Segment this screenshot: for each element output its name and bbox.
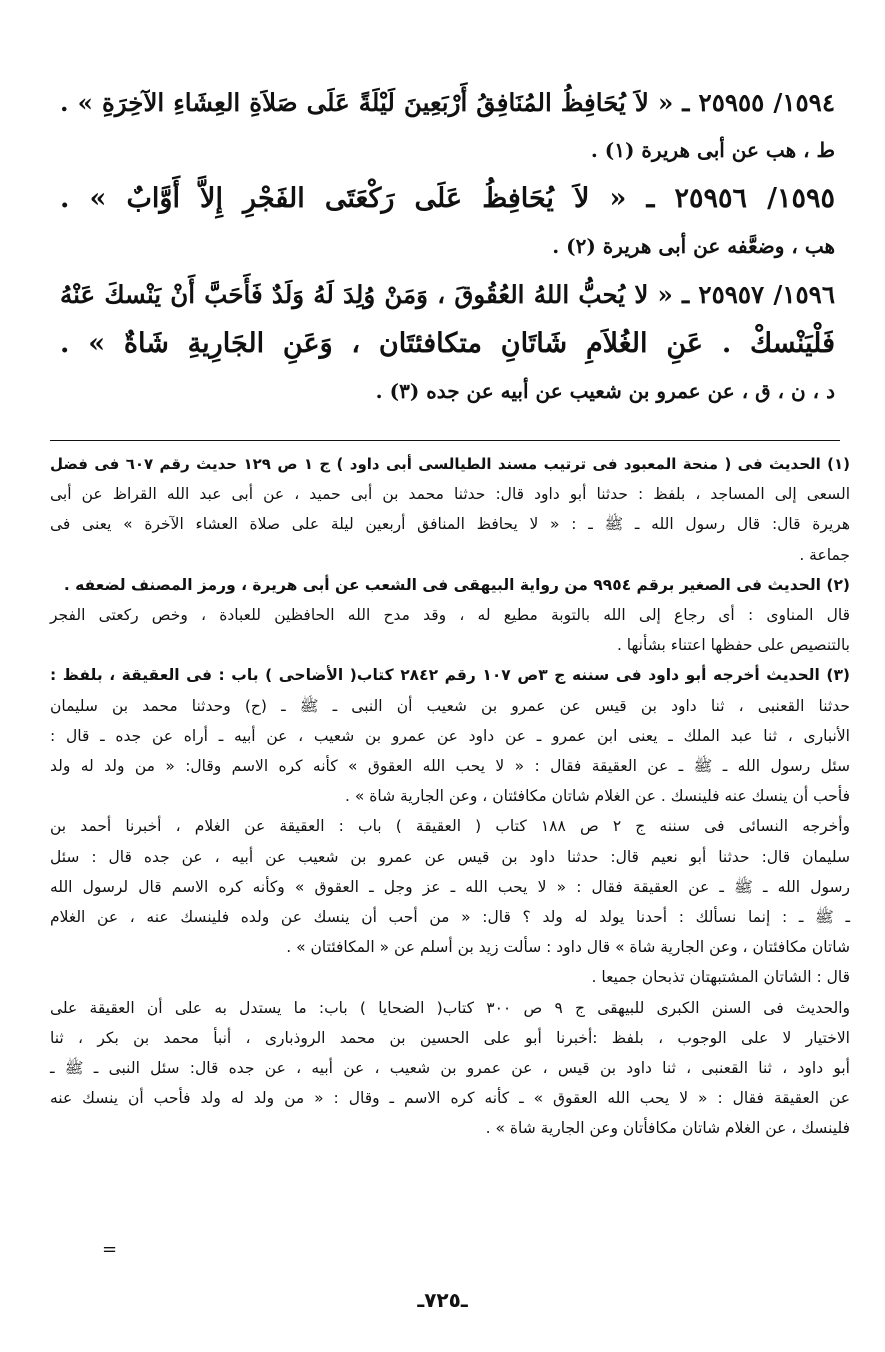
- hadith-text-line: ١٥٩٥/ ٢٥٩٥٦ ـ « لاَ يُحَافِظُ عَلَى رَكْعَتَى الفَجْرِ إِلاَّ أَوَّابٌ » .: [60, 183, 835, 214]
- footnote-line: أبو داود ، ثنا القعنبى ، ثنا داود بن قيس ، عن عمرو بن شعيب ، عن أبيه ، عن جده قال: سئل النبى ـ ﷺ ـ: [50, 1059, 850, 1078]
- footnote-line: جماعة .: [799, 545, 850, 564]
- footnote-line: سئل رسول الله ـ ﷺ ـ عن العقيقة فقال : « لا يحب الله العقوق » كأنه كره الاسم وقال: « من ولد له ولد: [50, 757, 850, 776]
- hadith-text-line: ١٥٩٦/ ٢٥٩٥٧ ـ « لا يُحبُّ اللهُ العُقُوقَ ، وَمَنْ وُلِدَ لَهُ وَلَدٌ فَأَحَبَّ أَنْ يَنْسكَ عَنْهُ: [60, 280, 835, 309]
- footnote-line: والحديث فى السنن الكبرى للبيهقى ج ٩ ص ٣٠٠ كتاب( الضحايا ) باب: ما يستدل به على أن العقيقة على: [50, 998, 851, 1017]
- continuation-mark: =: [102, 1239, 118, 1260]
- hadith-1596: [60, 270, 835, 415]
- footnote-line: فأحب أن ينسك عنه فلينسك . عن الغلام شاتان مكافئتان ، وعن الجارية شاة » .: [345, 787, 850, 806]
- footnote-line: (٢) الحديث فى الصغير برقم ٩٩٥٤ من رواية البيهقى فى الشعب عن أبى هريرة ، ورمز المصنف لضعفه .: [63, 575, 850, 594]
- footnote-divider: [50, 440, 840, 441]
- hadith-source: د ، ن ، ق ، عن عمرو بن شعيب عن أبيه عن جده (٣) .: [375, 379, 835, 403]
- footnote-line: عن العقيقة فقال : « لا يحب الله العقوق » ـ كأنه كره الاسم ـ وقال : « من ولد له ولد فأحب أن ينسك عنه: [50, 1089, 850, 1108]
- footnote-line: (١) الحديث فى ( منحة المعبود فى ترتيب مسند الطيالسى أبى داود ) ج ١ ص ١٢٩ حديث رقم ٦٠٧ فى فضل: [50, 455, 851, 473]
- footnote-line: قال : الشاتان المشتبهتان تذبحان جميعا .: [591, 968, 850, 987]
- footnote-line: سليمان قال: حدثنا أبو نعيم قال: حدثنا داود بن قيس عن عمرو بن شعيب عن أبيه ، عن جده قال : سئل: [50, 847, 850, 866]
- hadith-1594: [60, 78, 835, 174]
- hadith-source: ط ، هب عن أبى هريرة (١) .: [590, 138, 835, 162]
- footnote-line: ـ ﷺ ـ : إنما نسألك : أحدنا يولد له ولد ؟ قال: « من أحب أن ينسك عن ولده فلينسك عنه ، عن الغلام: [50, 908, 850, 927]
- hadith-text-line: فَلْيَنْسكْ . عَنِ الغُلاَمِ شَاتَانِ متكافئتَان ، وَعَنِ الجَارِيةِ شَاةٌ » .: [60, 328, 835, 359]
- footnote-line: رسول الله ـ ﷺ ـ عن العقيقة فقال : « لا يحب الله ـ عز وجل ـ العقوق » وكأنه كره الاسم قال لرسول الله: [50, 877, 850, 896]
- hadith-1595: [60, 174, 835, 270]
- footnotes: [50, 449, 850, 1144]
- footnote-line: بالتنصيص على حفظها اعتناء بشأنها .: [616, 636, 850, 655]
- hadith-section: [60, 78, 835, 415]
- footnote-line: حدثنا القعنبى ، ثنا داود بن قيس عن عمرو بن شعيب أن النبى ـ ﷺ ـ (ح) وحدثنا محمد بن سليمان: [50, 696, 850, 715]
- footnote-line: وأخرجه النسائى فى سننه ج ٢ ص ١٨٨ كتاب ( العقيقة ) باب : العقيقة عن الغلام ، أخبرنا أحمد بن: [50, 817, 851, 836]
- hadith-source: هب ، وضعَّفه عن أبى هريرة (٢) .: [552, 234, 835, 258]
- footnote-line: هريرة قال: قال رسول الله ـ ﷺ ـ : « لا يحافظ المنافق أربعين ليلة على صلاة العشاء الآخرة » يعنى فى: [50, 515, 850, 534]
- footnote-line: قال المناوى : أى رجاع إلى الله بالتوبة مطيع له ، وقد مدح الله الحافظين للعبادة ، وخص ركعتى الفجر: [50, 606, 850, 625]
- footnote-line: شاتان مكافئتان ، وعن الجارية شاة » قال داود : سألت زيد بن أسلم عن « المكافئتان » .: [286, 938, 850, 957]
- footnote-line: الاختيار لا على الوجوب ، بلفظ :أخبرنا أبو على الحسين بن محمد الروذبارى ، أنبأ محمد بن بكر ، ثنا: [50, 1028, 850, 1047]
- footnote-line: الأنبارى ، ثنا عبد الملك ـ يعنى ابن عمرو ـ عن داود عن عمرو بن شعيب ، عن أبيه ـ أراه عن جده ـ قال :: [50, 726, 850, 745]
- footnote-line: السعى إلى المساجد ، بلفظ : حدثنا أبو داود قال: حدثنا محمد بن أبى حميد ، عن أبى عبد الله القراظ عن أبى: [50, 485, 850, 504]
- page-number: ـ٧٢٥ـ: [417, 1288, 468, 1312]
- footnote-line: فلينسك ، عن الغلام شاتان مكافأتان وعن الجارية شاة » .: [485, 1119, 850, 1138]
- footnote-line: (٣) الحديث أخرجه أبو داود فى سننه ج ٣ص ١٠٧ رقم ٢٨٤٢ كتاب( الأضاحى ) باب : فى العقيقة ، بلفظ :: [50, 666, 850, 685]
- hadith-text-line: ١٥٩٤/ ٢٥٩٥٥ ـ « لاَ يُحَافِظُ المُنَافِقُ أَرْبَعِينَ لَيْلَةً عَلَى صَلاَةِ العِشَاءِ الآخِرَةِ » .: [60, 88, 835, 117]
